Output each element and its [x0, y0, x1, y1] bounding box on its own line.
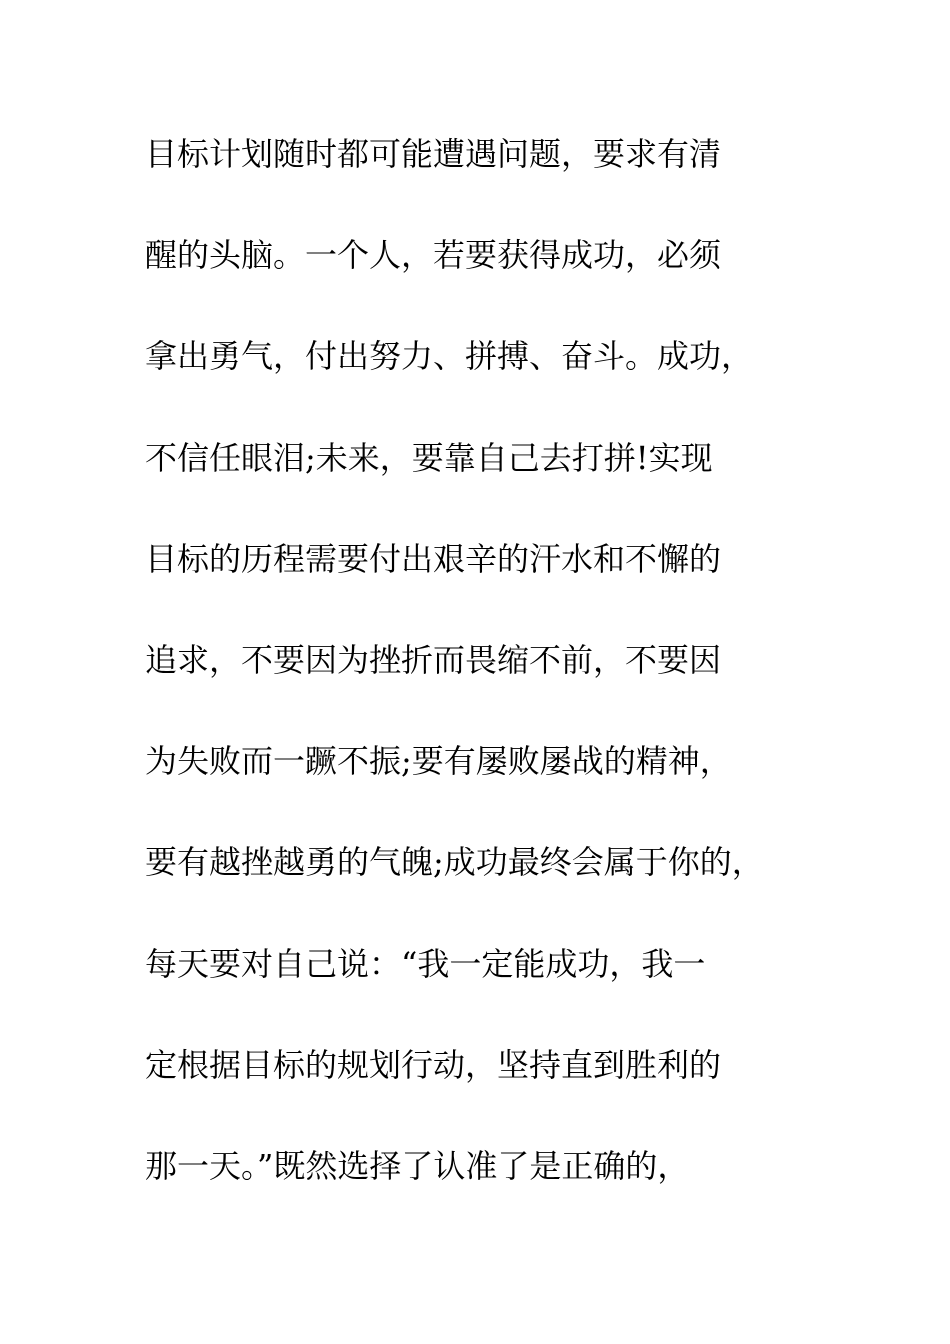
body-text [145, 128, 835, 1241]
text-line-10: 定根据目标的规划行动，坚持直到胜利的 [145, 1045, 722, 1084]
text-line-1: 目标计划随时都可能遭遇问题，要求有清 [145, 135, 722, 173]
text-line-2: 醒的头脑。一个人，若要获得成功，必须 [145, 236, 722, 275]
text-line-8: 要有越挫越勇的气魄;成功最终会属于你的， [145, 843, 764, 882]
text-line-5: 目标的历程需要付出艰辛的汗水和不懈的 [145, 539, 722, 578]
text-line-9: 每天要对自己说：“我一定能成功，我一 [145, 944, 706, 983]
text-line-11: 那一天。”既然选择了认准了是正确的， [145, 1146, 690, 1185]
text-line-7: 为失败而一蹶不振;要有屡败屡战的精神， [145, 742, 732, 781]
text-line-6: 追求，不要因为挫折而畏缩不前，不要因 [145, 640, 722, 679]
text-line-3: 拿出勇气，付出努力、拼搏、奋斗。成功， [145, 337, 754, 376]
text-line-4: 不信任眼泪;未来，要靠自己去打拼!实现 [145, 438, 713, 477]
